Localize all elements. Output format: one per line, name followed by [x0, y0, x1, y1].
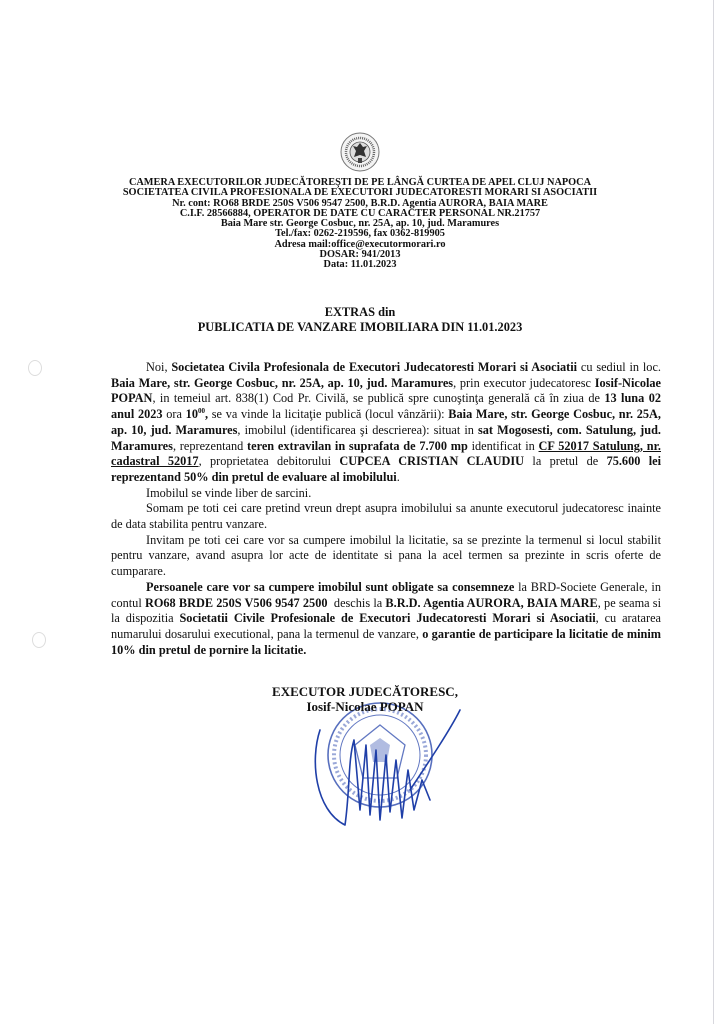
- text-bold: Persoanele care vor sa cumpere imobilul sunt obligate sa consemneze: [146, 579, 515, 594]
- paragraph-guarantee: [111, 580, 661, 659]
- text: .: [396, 469, 400, 484]
- document-body: [111, 360, 661, 658]
- text: , pe seama si la dispozitia: [111, 595, 662, 626]
- auction-location: Baia Mare, str. George Cosbuc, nr. 25A, ap. 10, jud. Maramures: [111, 407, 661, 437]
- text: la pretul de: [524, 454, 607, 469]
- punch-hole-top: [28, 360, 42, 376]
- auction-hour: 10: [185, 407, 198, 422]
- text: ,: [204, 407, 209, 422]
- text: , reprezentand: [172, 438, 248, 453]
- signature-block: [240, 684, 490, 714]
- letterhead-phone: Tel./fax: 0262-219596, fax 0362-819905: [275, 228, 445, 240]
- company-name: Societatea Civila Profesionala de Executori Judecatoresti Morari si Asociatii: [171, 360, 578, 374]
- bank-account: RO68 BRDE 250S V506 9547 2500: [144, 595, 328, 610]
- text: la BRD-Societe Generale, in contul: [111, 579, 661, 610]
- document-title: [60, 305, 660, 335]
- signer-name: Iosif-Nicolae POPAN: [306, 699, 424, 714]
- page-edge: [713, 0, 714, 1024]
- text: deschis la: [327, 595, 386, 610]
- letterhead-date: Data: 11.01.2023: [323, 259, 397, 271]
- letterhead-cif: C.I.F. 28566884, OPERATOR DE DATE CU CARACTER PERSONAL NR.21757: [179, 207, 541, 219]
- letterhead-account: Nr. cont: RO68 BRDE 250S V506 9547 2500, B.R.D. Agentia AURORA, BAIA MARE: [172, 197, 548, 209]
- romania-emblem-icon: [340, 132, 380, 172]
- starting-price: 75.600 lei reprezentand 50% din pretul de evaluare al imobilului: [111, 454, 661, 484]
- guarantee-requirement: o garantie de participare la licitatie de minim 10% din pretul de pornire la licitatie.: [111, 626, 661, 657]
- letterhead-company: SOCIETATEA CIVILA PROFESIONALA DE EXECUTORI JUDECATORESTI MORARI SI ASOCIATII: [122, 187, 598, 199]
- text: ora: [162, 407, 186, 422]
- letterhead-email: Adresa mail:office@executormorari.ro: [274, 238, 446, 250]
- auction-minutes: 00: [197, 407, 205, 416]
- text: , prin executor judecatoresc: [453, 375, 595, 390]
- text: , cu aratarea numarului dosarului executional, pana la termenul de vanzare,: [111, 611, 661, 641]
- text: , imobilul (identificarea şi descrierea): situat in: [237, 422, 478, 437]
- debtor-name: CUPCEA CRISTIAN CLAUDIU: [339, 454, 525, 469]
- title-line-2: PUBLICATIA DE VANZARE IMOBILIARA DIN 11.01.2023: [197, 320, 523, 334]
- company-address: Baia Mare, str. George Cosbuc, nr. 25A, ap. 10, jud. Maramures: [111, 375, 454, 390]
- paragraph-summons: Somam pe toti cei care pretind vreun drept asupra imobilului sa anunte executorul judecatoresc inainte de data stabilita pentru vanzare.: [111, 501, 661, 532]
- text: identificat in: [467, 438, 539, 453]
- auction-date: 13 luna 02 anul 2023: [111, 391, 661, 422]
- text: se va vinde la licitaţie publică (locul vânzării):: [208, 407, 449, 422]
- property-description: teren extravilan in suprafata de 7.700 mp: [247, 438, 468, 453]
- letterhead-chamber: CAMERA EXECUTORILOR JUDECĂTOREŞTI DE PE LÂNGĂ CURTEA DE APEL CLUJ NAPOCA: [128, 177, 592, 188]
- bank-branch: B.R.D. Agentia AURORA, BAIA MARE: [385, 595, 598, 610]
- text: cu sediul in loc.: [577, 360, 661, 374]
- property-location: sat Mogosesti, com. Satulung, jud. Maramures: [111, 422, 661, 453]
- text: , in temeiul art. 838(1) Cod Pr. Civilă, se publică spre cunoştinţa generală că în ziua de: [152, 391, 605, 406]
- text: Noi,: [146, 360, 172, 374]
- signer-role: EXECUTOR JUDECĂTORESC,: [272, 684, 458, 699]
- letterhead-address: Baia Mare str. George Cosbuc, nr. 25A, ap. 10, jud. Maramures: [220, 218, 500, 230]
- executor-name: Iosif-Nicolae POPAN: [111, 375, 661, 406]
- paragraph-encumbrances: Imobilul se vinde liber de sarcini.: [146, 485, 312, 500]
- title-line-1: EXTRAS din: [324, 305, 396, 319]
- paragraph-announcement: [111, 360, 661, 486]
- punch-hole-bottom: [32, 632, 46, 648]
- handwritten-signature: [310, 700, 470, 830]
- beneficiary: Societatii Civile Profesionale de Executori Judecatoresti Morari si Asociatii: [179, 611, 596, 626]
- paragraph-invitation: Invitam pe toti cei care vor sa cumpere imobilul la licitatie, sa se prezinte la termenul si locul stabilit pentru vanzare, avand asupra lor acte de identitate si pana la acel termen sa prezinte in scris oferte de cumparare.: [111, 532, 661, 579]
- text: , proprietatea debitorului: [198, 454, 340, 469]
- cadastral-reference: CF 52017 Satulung, nr. cadastral 52017: [111, 438, 661, 469]
- auction-time: [186, 407, 208, 421]
- letterhead-file-number: DOSAR: 941/2013: [319, 249, 401, 261]
- letterhead: [60, 178, 660, 271]
